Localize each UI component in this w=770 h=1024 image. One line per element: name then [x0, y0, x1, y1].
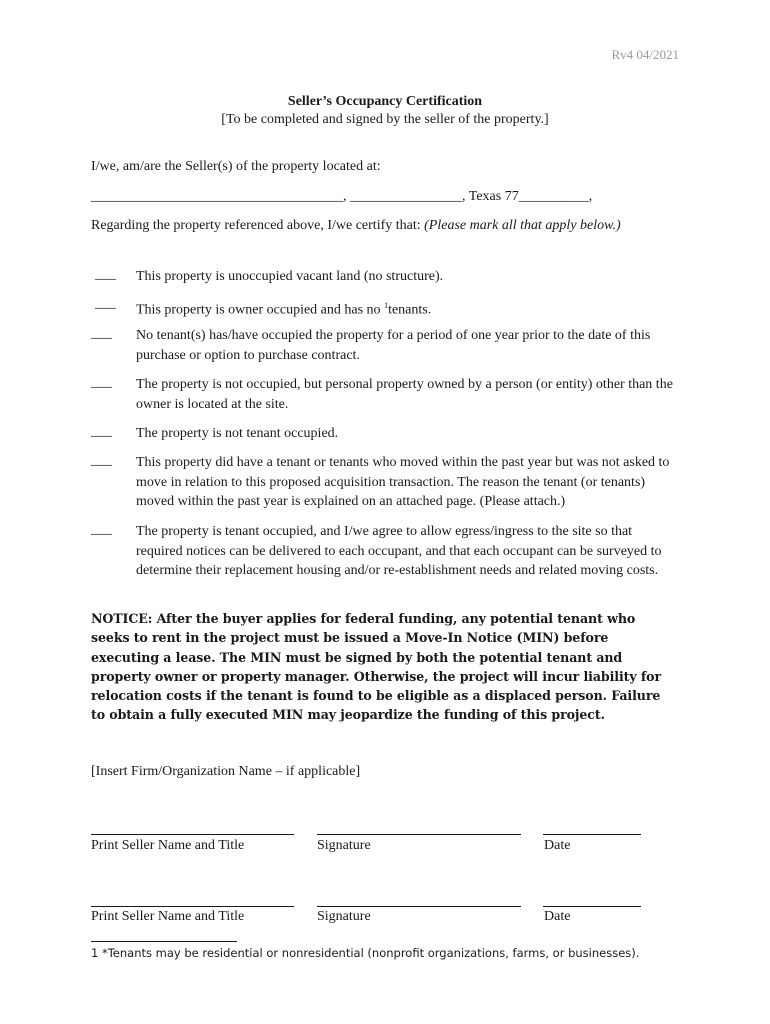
checklist-item-text: This property did have a tenant or tenants who moved within the past year but was not asked to move in relation to this proposed acquisition transaction. The reason the tenant (or tenants) moved within the past year is explained on an attached page. (Please attach.) — [136, 455, 670, 509]
footnote-text: 1 *Tenants may be residential or nonresidential (nonprofit organizations, farms, or businesses). — [91, 946, 640, 960]
checkbox-blank[interactable]: ___ — [91, 424, 112, 439]
firm-name-placeholder[interactable]: [Insert Firm/Organization Name – if applicable] — [91, 764, 361, 779]
certify-instruction: (Please mark all that apply below.) — [424, 218, 621, 233]
date-line[interactable] — [543, 834, 641, 835]
checklist-item-text: The property is tenant occupied, and I/we agree to allow egress/ingress to the site so that required notices can be delivered to each occupant, and that each occupant can be surveyed to determine their replacement housing and/or re-establishment needs and related moving costs. — [136, 524, 662, 578]
checkbox-blank[interactable]: ___ — [91, 453, 112, 468]
seller-name-label: Print Seller Name and Title — [91, 909, 245, 924]
footnote-separator — [91, 941, 237, 942]
signature-label: Signature — [317, 909, 371, 924]
checklist-item-text — [136, 296, 681, 320]
signature-line[interactable] — [317, 834, 521, 835]
date-label: Date — [544, 838, 571, 853]
seller-name-line[interactable] — [91, 834, 294, 835]
document-subtitle: [To be completed and signed by the seller of the property.] — [221, 112, 549, 127]
item-text-before: This property is owner occupied and has no — [136, 302, 385, 318]
item-text-after: tenants. — [388, 302, 432, 318]
checklist-item-text: This property is unoccupied vacant land (no structure). — [136, 269, 444, 284]
footnote-reference: 1 — [384, 301, 389, 310]
notice-paragraph: NOTICE: After the buyer applies for federal funding, any potential tenant who seeks to rent in the project must be issued a Move-In Notice (MIN) before executing a lease. The MIN must be signed by both the potential tenant and property owner or property manager. Otherwise, the project will incur liability for relocation costs if the tenant is found to be eligible as a displaced person. Failure to obtain a fully executed MIN may jeopardize the funding of this project. — [91, 611, 662, 723]
date-label: Date — [544, 909, 571, 924]
checkbox-blank[interactable]: ___ — [95, 267, 116, 282]
certify-prefix: Regarding the property referenced above, I/we certify that: — [91, 218, 425, 233]
intro-text: I/we, am/are the Seller(s) of the property located at: — [91, 159, 381, 174]
checkbox-blank[interactable]: ___ — [91, 326, 112, 341]
date-line[interactable] — [543, 906, 641, 907]
checklist-item-text: No tenant(s) has/have occupied the property for a period of one year prior to the date of this purchase or option to purchase contract. — [136, 328, 651, 363]
property-address-line[interactable]: ____________________________________, ________________, Texas 77__________, — [91, 189, 593, 204]
checkbox-blank[interactable]: ___ — [95, 296, 116, 311]
seller-name-line[interactable] — [91, 906, 294, 907]
checkbox-blank[interactable]: ___ — [91, 375, 112, 390]
checklist-item-text: The property is not occupied, but personal property owned by a person (or entity) other than the owner is located at the site. — [136, 377, 673, 412]
document-title: Seller’s Occupancy Certification — [287, 94, 483, 109]
revision-label: Rv4 04/2021 — [611, 47, 679, 62]
signature-line[interactable] — [317, 906, 521, 907]
certify-statement — [91, 218, 621, 234]
signature-label: Signature — [317, 838, 371, 853]
checklist-item-text: The property is not tenant occupied. — [136, 426, 339, 441]
seller-name-label: Print Seller Name and Title — [91, 838, 245, 853]
checkbox-blank[interactable]: ___ — [91, 522, 112, 537]
